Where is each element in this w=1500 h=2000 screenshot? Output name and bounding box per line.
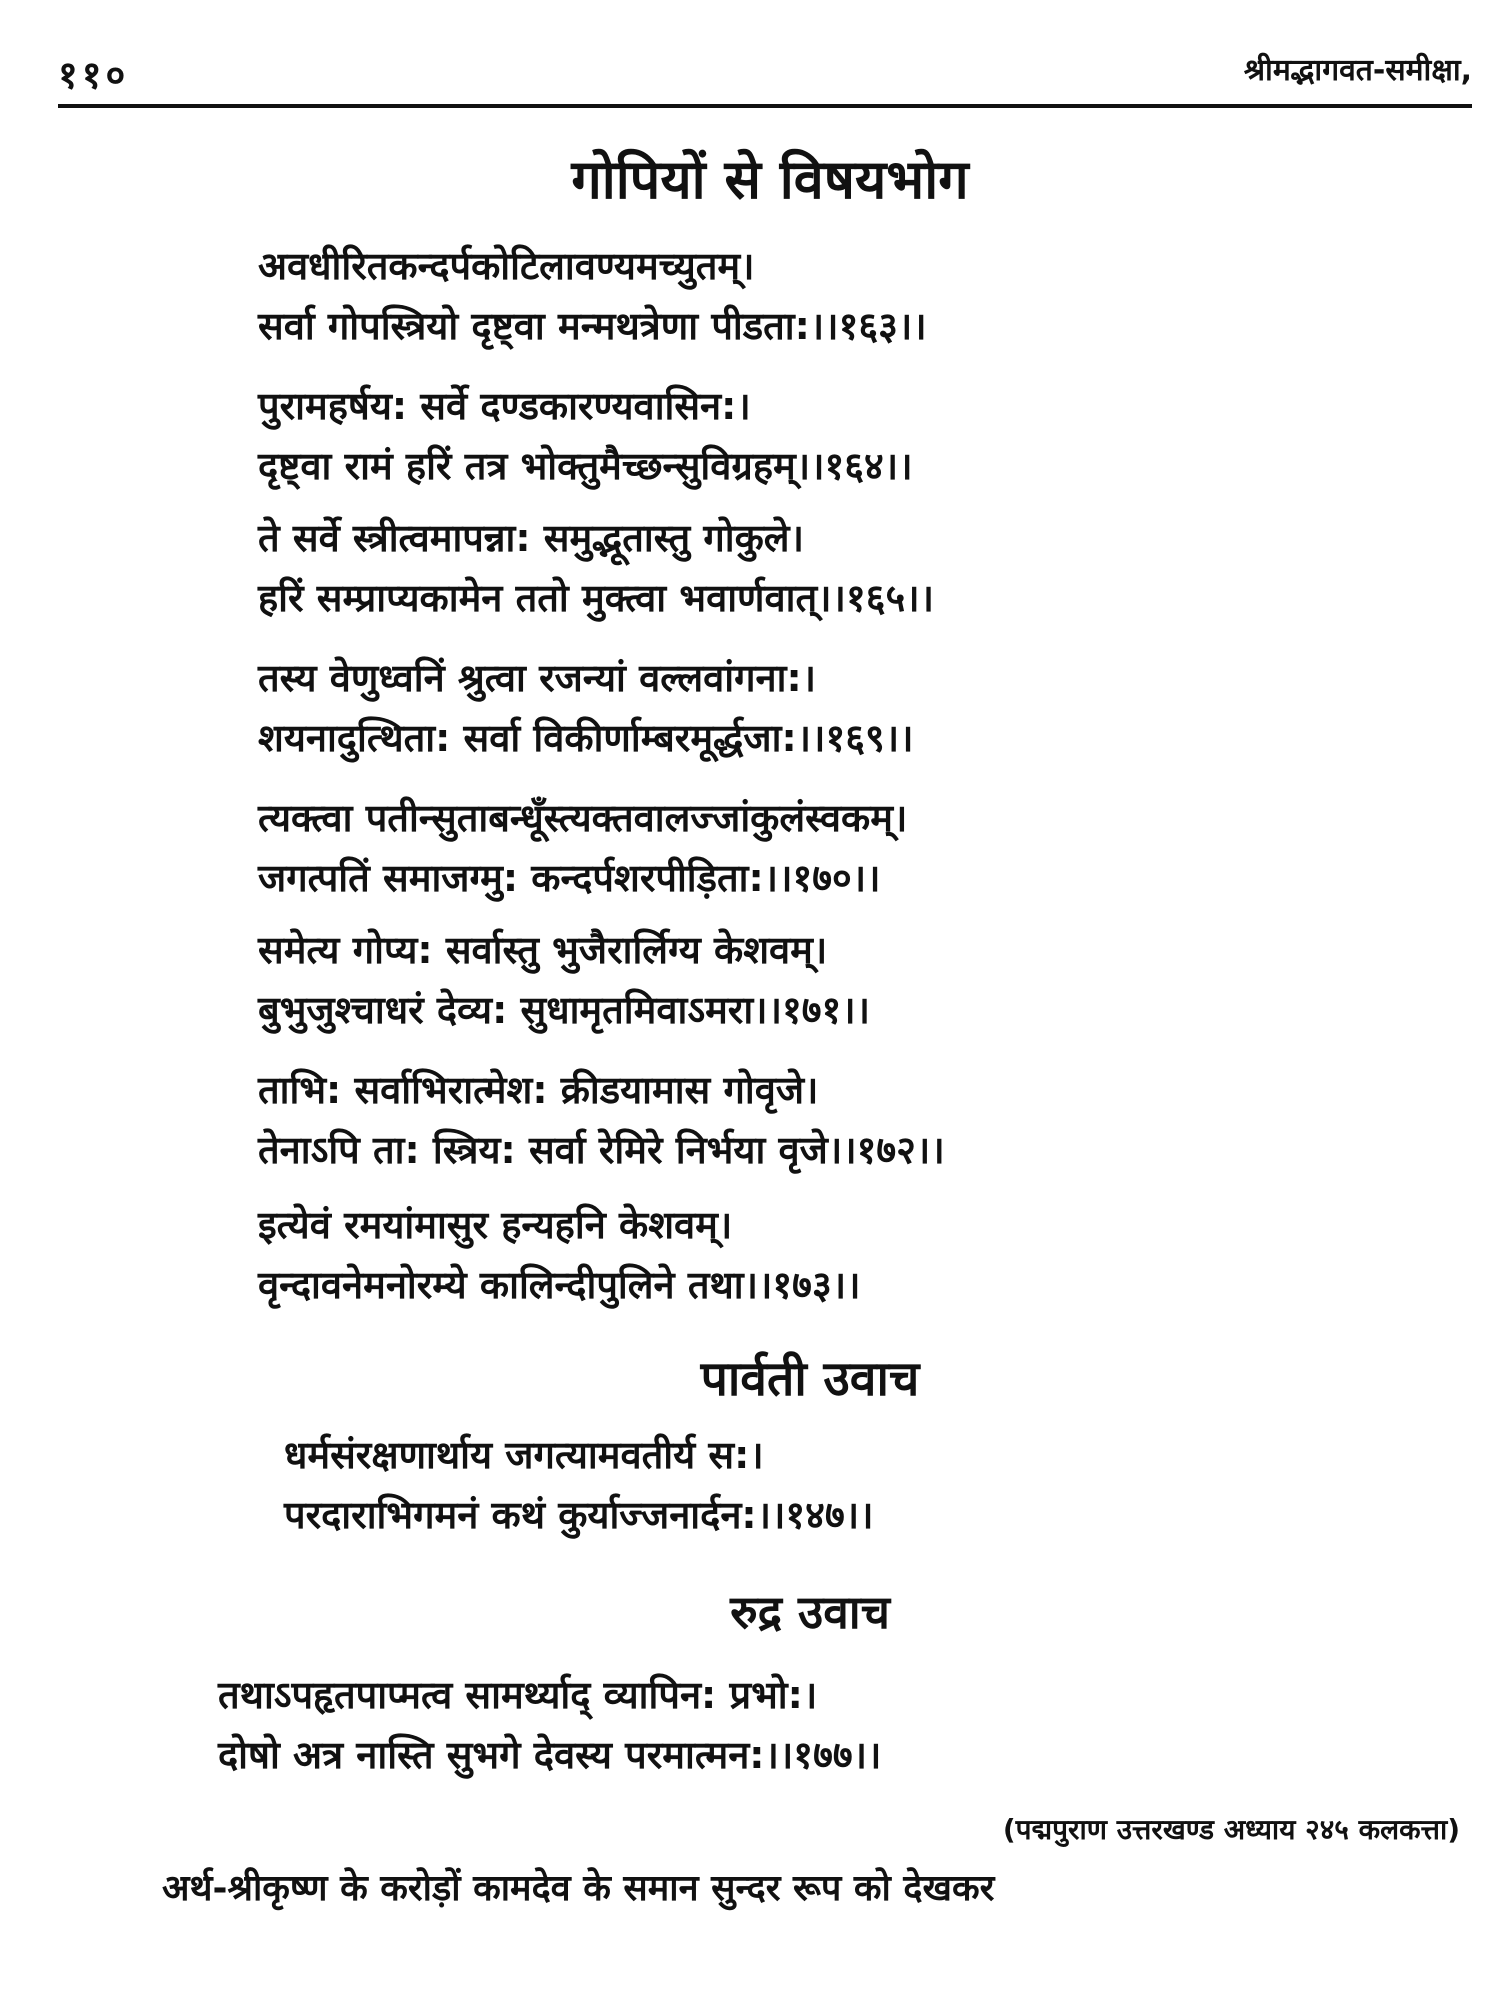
section-heading: पार्वती उवाच bbox=[700, 1351, 920, 1407]
meaning-paragraph bbox=[162, 1862, 1470, 1911]
verse-block bbox=[258, 1195, 1278, 1315]
verse-line: जगत्पतिं समाजग्मु: कन्दर्पशरपीड़िता:।।१७०।। bbox=[258, 856, 881, 900]
verse-line: शयनादुत्थिता: सर्वा विकीर्णाम्बरमूर्द्धजा:।।१६९।। bbox=[258, 716, 914, 760]
verse-block bbox=[258, 236, 1278, 356]
verse-block bbox=[258, 788, 1278, 908]
verse-line: समेत्य गोप्य: सर्वास्तु भुजैरार्लिग्य केशवम्। bbox=[258, 928, 828, 972]
page-number: ११० bbox=[58, 53, 130, 97]
verse-line: पुरामहर्षय: सर्वे दण्डकारण्यवासिन:। bbox=[258, 384, 751, 428]
verse-block bbox=[258, 376, 1278, 496]
verse-line: सर्वा गोपस्त्रियो दृष्ट्वा मन्मथत्रेणा पीडता:।।१६३।। bbox=[258, 304, 927, 348]
verse-block bbox=[284, 1425, 1244, 1545]
verse-block bbox=[258, 648, 1278, 768]
verse-line: वृन्दावनेमनोरम्ये कालिन्दीपुलिने तथा।।१७३।। bbox=[258, 1263, 861, 1307]
verse-block bbox=[258, 1060, 1278, 1180]
header-rule bbox=[58, 104, 1472, 108]
page-header bbox=[58, 48, 1472, 104]
verse-line: ताभि: सर्वाभिरात्मेश: क्रीडयामास गोवृजे। bbox=[258, 1068, 819, 1112]
verse-line: ते सर्वे स्त्रीत्वमापन्ना: समुद्भूतास्तु गोकुले। bbox=[258, 516, 804, 560]
meaning-label: अर्थ bbox=[162, 1868, 213, 1909]
section-heading: रुद्र उवाच bbox=[730, 1585, 890, 1639]
verse-line: बुभुजुश्चाधरं देव्य: सुधामृतमिवाऽमरा।।१७१।। bbox=[258, 988, 871, 1032]
meaning-text: -श्रीकृष्ण के करोड़ों कामदेव के समान सुन्दर रूप को देखकर bbox=[212, 1868, 995, 1909]
verse-line: अवधीरितकन्दर्पकोटिलावण्यमच्युतम्। bbox=[258, 244, 755, 288]
verse-line: इत्येवं रमयांमासुर हन्यहनि केशवम्। bbox=[258, 1203, 733, 1247]
verse-line: तेनाऽपि ता: स्त्रिय: सर्वा रेमिरे निर्भया वृजे।।१७२।। bbox=[258, 1128, 945, 1172]
verse-line: तथाऽपहृतपाप्मत्व सामर्थ्याद् व्यापिन: प्रभो:। bbox=[218, 1673, 818, 1717]
source-citation: (पद्मपुराण उत्तरखण्ड अध्याय २४५ कलकत्ता) bbox=[1002, 1813, 1460, 1846]
verse-line: दोषो अत्र नास्ति सुभगे देवस्य परमात्मन:।।१७७।। bbox=[218, 1733, 882, 1777]
verse-block bbox=[258, 920, 1278, 1040]
verse-line: धर्मसंरक्षणार्थाय जगत्यामवतीर्य स:। bbox=[284, 1433, 764, 1477]
verse-line: तस्य वेणुध्वनिं श्रुत्वा रजन्यां वल्लवांगना:। bbox=[258, 656, 817, 700]
verse-block bbox=[258, 508, 1278, 628]
section-heading: गोपियों से विषयभोग bbox=[571, 148, 969, 211]
verse-line: परदाराभिगमनं कथं कुर्याज्जनार्दन:।।१४७।। bbox=[284, 1493, 874, 1537]
verse-line: हरिं सम्प्राप्यकामेन ततो मुक्त्वा भवार्णवात्।।१६५।। bbox=[258, 576, 935, 620]
verse-line: त्यक्त्वा पतीन्सुताबन्धूँस्त्यक्तवालज्जांकुलंस्वकम्। bbox=[258, 796, 908, 840]
verse-block bbox=[218, 1665, 1298, 1785]
running-title: श्रीमद्भागवत-समीक्षा, bbox=[1243, 53, 1472, 88]
verse-line: दृष्ट्वा रामं हरिं तत्र भोक्तुमैच्छन्सुविग्रहम्।।१६४।। bbox=[258, 444, 913, 488]
